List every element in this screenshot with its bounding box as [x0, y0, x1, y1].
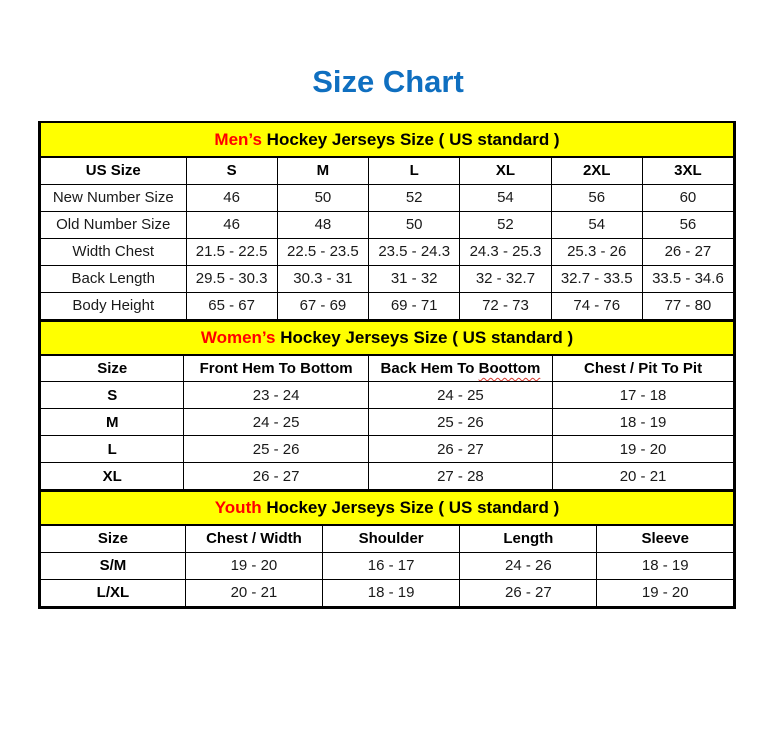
- column-header: XL: [460, 157, 551, 184]
- size-value-cell: 16 - 17: [323, 552, 460, 579]
- size-value-cell: 65 - 67: [186, 292, 277, 319]
- table-row: [41, 436, 734, 463]
- size-value-cell: 30.3 - 31: [277, 265, 368, 292]
- youth-size-table: [40, 490, 734, 607]
- size-value-cell: 25.3 - 26: [551, 238, 642, 265]
- size-value-cell: 18 - 19: [553, 409, 734, 436]
- column-header: S: [186, 157, 277, 184]
- size-value-cell: 25 - 26: [184, 436, 368, 463]
- size-value-cell: 56: [642, 211, 733, 238]
- mens-band-text: Hockey Jerseys Size ( US standard ): [261, 129, 560, 149]
- column-header: Shoulder: [323, 525, 460, 552]
- mens-size-table: [40, 123, 734, 320]
- column-header: Size: [41, 525, 186, 552]
- row-label: Width Chest: [41, 238, 187, 265]
- size-value-cell: 50: [277, 184, 368, 211]
- row-label: New Number Size: [41, 184, 187, 211]
- size-value-cell: 24 - 25: [368, 382, 552, 409]
- row-label: Back Length: [41, 265, 187, 292]
- size-value-cell: 19 - 20: [553, 436, 734, 463]
- size-value-cell: 26 - 27: [368, 436, 552, 463]
- size-value-cell: 26 - 27: [460, 579, 597, 606]
- table-row: [41, 552, 734, 579]
- size-value-cell: 46: [186, 211, 277, 238]
- table-row: [41, 211, 734, 238]
- size-value-cell: 17 - 18: [553, 382, 734, 409]
- size-value-cell: 54: [460, 184, 551, 211]
- size-value-cell: 19 - 20: [597, 579, 734, 606]
- womens-section-band: [41, 321, 734, 355]
- size-value-cell: 32.7 - 33.5: [551, 265, 642, 292]
- size-value-cell: 18 - 19: [323, 579, 460, 606]
- row-label: S/M: [41, 552, 186, 579]
- size-value-cell: 23 - 24: [184, 382, 368, 409]
- size-value-cell: 24 - 26: [460, 552, 597, 579]
- column-header: M: [277, 157, 368, 184]
- column-header: Sleeve: [597, 525, 734, 552]
- size-value-cell: 26 - 27: [642, 238, 733, 265]
- table-row: [41, 238, 734, 265]
- row-label: M: [41, 409, 184, 436]
- youth-band-cell: [41, 491, 734, 525]
- size-value-cell: 29.5 - 30.3: [186, 265, 277, 292]
- youth-band-accent: Youth: [214, 498, 262, 517]
- column-header: 2XL: [551, 157, 642, 184]
- size-value-cell: 54: [551, 211, 642, 238]
- column-header: US Size: [41, 157, 187, 184]
- size-value-cell: 27 - 28: [368, 463, 552, 490]
- size-value-cell: 46: [186, 184, 277, 211]
- size-value-cell: 69 - 71: [369, 292, 460, 319]
- mens-section-band: [41, 123, 734, 157]
- table-row: [41, 382, 734, 409]
- size-value-cell: 77 - 80: [642, 292, 733, 319]
- size-value-cell: 74 - 76: [551, 292, 642, 319]
- table-row: [41, 579, 734, 606]
- size-value-cell: 52: [460, 211, 551, 238]
- size-value-cell: 60: [642, 184, 733, 211]
- mens-band-accent: Men’s: [214, 129, 262, 149]
- row-label: S: [41, 382, 184, 409]
- size-value-cell: 23.5 - 24.3: [369, 238, 460, 265]
- womens-band-cell: [41, 321, 734, 355]
- column-header: Chest / Width: [185, 525, 322, 552]
- size-value-cell: 33.5 - 34.6: [642, 265, 733, 292]
- size-value-cell: 48: [277, 211, 368, 238]
- size-value-cell: 20 - 21: [553, 463, 734, 490]
- size-value-cell: 52: [369, 184, 460, 211]
- size-value-cell: 22.5 - 23.5: [277, 238, 368, 265]
- misspelled-word: Boottom: [478, 359, 541, 377]
- column-header: Chest / Pit To Pit: [553, 355, 734, 382]
- column-header: [368, 355, 552, 382]
- youth-band-text: Hockey Jerseys Size ( US standard ): [261, 498, 560, 517]
- size-value-cell: 32 - 32.7: [460, 265, 551, 292]
- size-value-cell: 26 - 27: [184, 463, 368, 490]
- size-value-cell: 20 - 21: [185, 579, 322, 606]
- size-value-cell: 56: [551, 184, 642, 211]
- size-chart: [38, 121, 736, 609]
- womens-size-table: [40, 320, 734, 491]
- size-value-cell: 31 - 32: [369, 265, 460, 292]
- mens-header-row: [41, 157, 734, 184]
- row-label: XL: [41, 463, 184, 490]
- column-header: Size: [41, 355, 184, 382]
- column-header: L: [369, 157, 460, 184]
- size-value-cell: 24 - 25: [184, 409, 368, 436]
- size-value-cell: 24.3 - 25.3: [460, 238, 551, 265]
- size-value-cell: 72 - 73: [460, 292, 551, 319]
- size-value-cell: 25 - 26: [368, 409, 552, 436]
- row-label: L/XL: [41, 579, 186, 606]
- row-label: Old Number Size: [41, 211, 187, 238]
- size-value-cell: 19 - 20: [185, 552, 322, 579]
- table-row: [41, 265, 734, 292]
- column-header: 3XL: [642, 157, 733, 184]
- column-header-text: Back Hem To: [380, 359, 479, 377]
- row-label: L: [41, 436, 184, 463]
- size-value-cell: 18 - 19: [597, 552, 734, 579]
- youth-section-band: [41, 491, 734, 525]
- size-value-cell: 21.5 - 22.5: [186, 238, 277, 265]
- womens-header-row: [41, 355, 734, 382]
- table-row: [41, 463, 734, 490]
- column-header: Front Hem To Bottom: [184, 355, 368, 382]
- row-label: Body Height: [41, 292, 187, 319]
- page-title: Size Chart: [312, 64, 464, 99]
- table-row: [41, 184, 734, 211]
- womens-band-accent: Women’s: [200, 327, 276, 347]
- mens-band-cell: [41, 123, 734, 157]
- table-row: [41, 292, 734, 319]
- size-value-cell: 50: [369, 211, 460, 238]
- table-row: [41, 409, 734, 436]
- youth-header-row: [41, 525, 734, 552]
- column-header: Length: [460, 525, 597, 552]
- size-value-cell: 67 - 69: [277, 292, 368, 319]
- womens-band-text: Hockey Jerseys Size ( US standard ): [275, 327, 574, 347]
